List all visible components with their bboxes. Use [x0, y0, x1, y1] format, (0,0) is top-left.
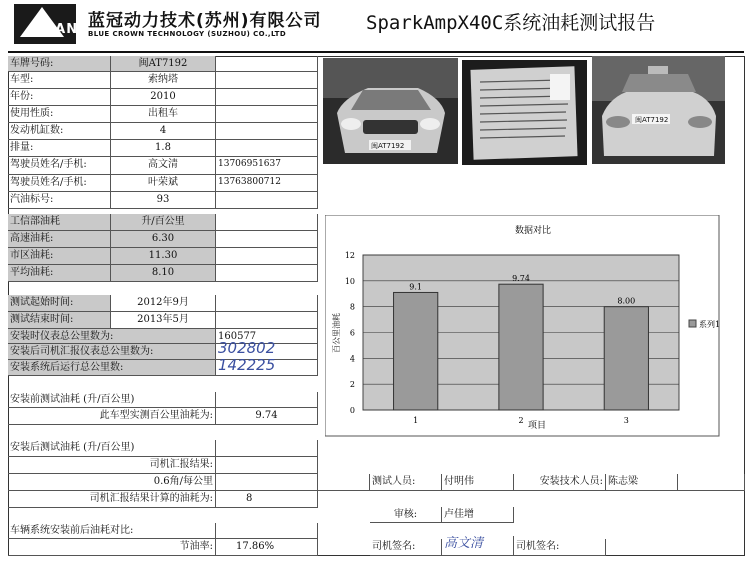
average-value: 8.10: [111, 265, 216, 282]
blank: [678, 474, 745, 491]
blank: [216, 56, 318, 72]
blank: [216, 457, 318, 474]
fuel-grade-label: 汽油标号:: [8, 192, 111, 209]
blank: [216, 106, 318, 123]
calc-label: 司机汇报结果计算的油耗为:: [8, 491, 216, 508]
driver-signature: 高文清: [442, 536, 514, 556]
consumption-unit: 升/百公里: [111, 214, 216, 231]
photo-document: [462, 60, 587, 165]
cylinders-label: 发动机缸数:: [8, 123, 111, 140]
driver1-label: 驾驶员姓名/手机:: [8, 157, 111, 175]
blank: [216, 312, 318, 329]
year-value: 2010: [111, 89, 216, 106]
compare-label: 车辆系统安装前后油耗对比:: [8, 523, 216, 539]
x-axis-label: 项目: [527, 421, 547, 431]
blank: [318, 474, 370, 491]
plate-label: 车牌号码:: [8, 56, 111, 72]
test-start-label: 测试起始时间:: [8, 295, 111, 312]
data-label: 9.74: [512, 274, 530, 284]
plot-area: [345, 251, 679, 425]
year-label: 年份:: [8, 89, 111, 106]
company-name-en: BLUE CROWN TECHNOLOGY (SUZHOU) CO.,LTD: [88, 30, 287, 38]
before-fuel-label: 安装前测试油耗 (升/百公里): [8, 392, 216, 408]
blank: [216, 523, 318, 539]
data-label: 8.00: [617, 296, 636, 306]
measured-label: 此车型实测百公里油耗为:: [8, 408, 216, 425]
photo-car-front: [323, 58, 458, 164]
y-tick-label: 12: [344, 251, 355, 260]
company-name-cn: 蓝冠动力技术(苏州)有限公司: [88, 11, 322, 31]
blank: [216, 265, 318, 282]
run-distance-handwritten: 142225: [216, 358, 318, 376]
odo-after-label: 安装后司机汇报仪表总公里数为:: [8, 344, 216, 360]
x-tick-label: 3: [623, 416, 629, 425]
odo-before-value: 160577: [216, 329, 318, 344]
installer-value: 陈志梁: [606, 474, 678, 491]
bar: [394, 292, 438, 410]
saving-label: 节油率:: [8, 539, 216, 556]
driver-report-label: 司机汇报结果:: [8, 457, 216, 474]
y-tick-label: 4: [349, 354, 355, 364]
reviewer-value: 卢佳增: [442, 507, 514, 523]
blank: [216, 140, 318, 157]
y-tick-label: 8: [349, 302, 355, 312]
tester-label: 测试人员:: [370, 474, 442, 491]
y-tick-label: 2: [349, 380, 355, 390]
model-label: 车型:: [8, 72, 111, 89]
blank: [216, 440, 318, 457]
highway-value: 6.30: [111, 231, 216, 248]
y-tick-label: 0: [349, 406, 355, 415]
driver1-phone: 13706951637: [216, 157, 318, 175]
test-end-value: 2013年5月: [111, 312, 216, 329]
reviewer-label: 审核:: [370, 507, 442, 523]
test-end-label: 测试结束时间:: [8, 312, 111, 329]
rear-plate-text: 闽AT7192: [635, 116, 669, 124]
x-tick-label: 1: [413, 416, 419, 425]
usage-value: 出租车: [111, 106, 216, 123]
highway-label: 高速油耗:: [8, 231, 111, 248]
driver2-phone: 13763800712: [216, 175, 318, 192]
run-distance-label: 安装系统后运行总公里数:: [8, 360, 216, 376]
after-fuel-label: 安装后测试油耗 (升/百公里): [8, 440, 216, 457]
x-tick-label: 2: [518, 416, 524, 425]
report-title: SparkAmpX40C系统油耗测试报告: [366, 12, 656, 34]
plate-value: 闽AT7192: [111, 56, 216, 72]
displacement-label: 排量:: [8, 140, 111, 157]
blank: [216, 248, 318, 265]
driver-sign-label: 司机签名:: [370, 539, 442, 556]
consumption-header-label: 工信部油耗: [8, 214, 111, 231]
bar: [604, 307, 648, 410]
y-tick-label: 6: [349, 328, 355, 338]
cylinders-value: 4: [111, 123, 216, 140]
blank: [216, 123, 318, 140]
logo-text: UAN: [44, 22, 79, 37]
blank: [216, 295, 318, 312]
test-start-value: 2012年9月: [111, 295, 216, 312]
blank: [216, 89, 318, 106]
data-label: 9.1: [409, 282, 423, 292]
header-divider: [8, 51, 744, 53]
usage-label: 使用性质:: [8, 106, 111, 123]
blank: [216, 392, 318, 408]
blank: [216, 474, 318, 491]
legend-label: 系列1: [699, 320, 720, 329]
bar: [499, 284, 543, 410]
driver-report-value: 0.6角/每公里: [8, 474, 216, 491]
driver-sign2-label: 司机签名:: [514, 539, 606, 556]
odo-after-handwritten: 302802: [216, 341, 318, 360]
installer-label: 安装技术人员:: [514, 474, 606, 491]
calc-value: 8: [216, 491, 318, 508]
odo-before-label: 安装时仪表总公里数为:: [8, 329, 216, 344]
y-tick-label: 10: [344, 276, 355, 286]
legend-swatch: [689, 320, 696, 327]
driver2-name: 叶荣斌: [111, 175, 216, 192]
comparison-chart: [325, 215, 720, 437]
photo-car-rear: [592, 56, 725, 164]
driver2-label: 驾驶员姓名/手机:: [8, 175, 111, 192]
blank: [216, 214, 318, 231]
saving-value: 17.86%: [216, 539, 318, 556]
fuel-grade-value: 93: [111, 192, 216, 209]
city-value: 11.30: [111, 248, 216, 265]
y-axis-label: 百公里油耗: [332, 313, 341, 353]
model-value: 索纳塔: [111, 72, 216, 89]
average-label: 平均油耗:: [8, 265, 111, 282]
displacement-value: 1.8: [111, 140, 216, 157]
blank: [216, 231, 318, 248]
city-label: 市区油耗:: [8, 248, 111, 265]
blank: [216, 192, 318, 209]
chart-title: 数据对比: [514, 226, 552, 236]
blank: [216, 72, 318, 89]
front-plate-text: 闽AT7192: [371, 142, 405, 150]
tester-value: 付明伟: [442, 474, 514, 491]
driver1-name: 高文清: [111, 157, 216, 175]
chart-svg: [325, 215, 720, 437]
measured-value: 9.74: [216, 408, 318, 425]
